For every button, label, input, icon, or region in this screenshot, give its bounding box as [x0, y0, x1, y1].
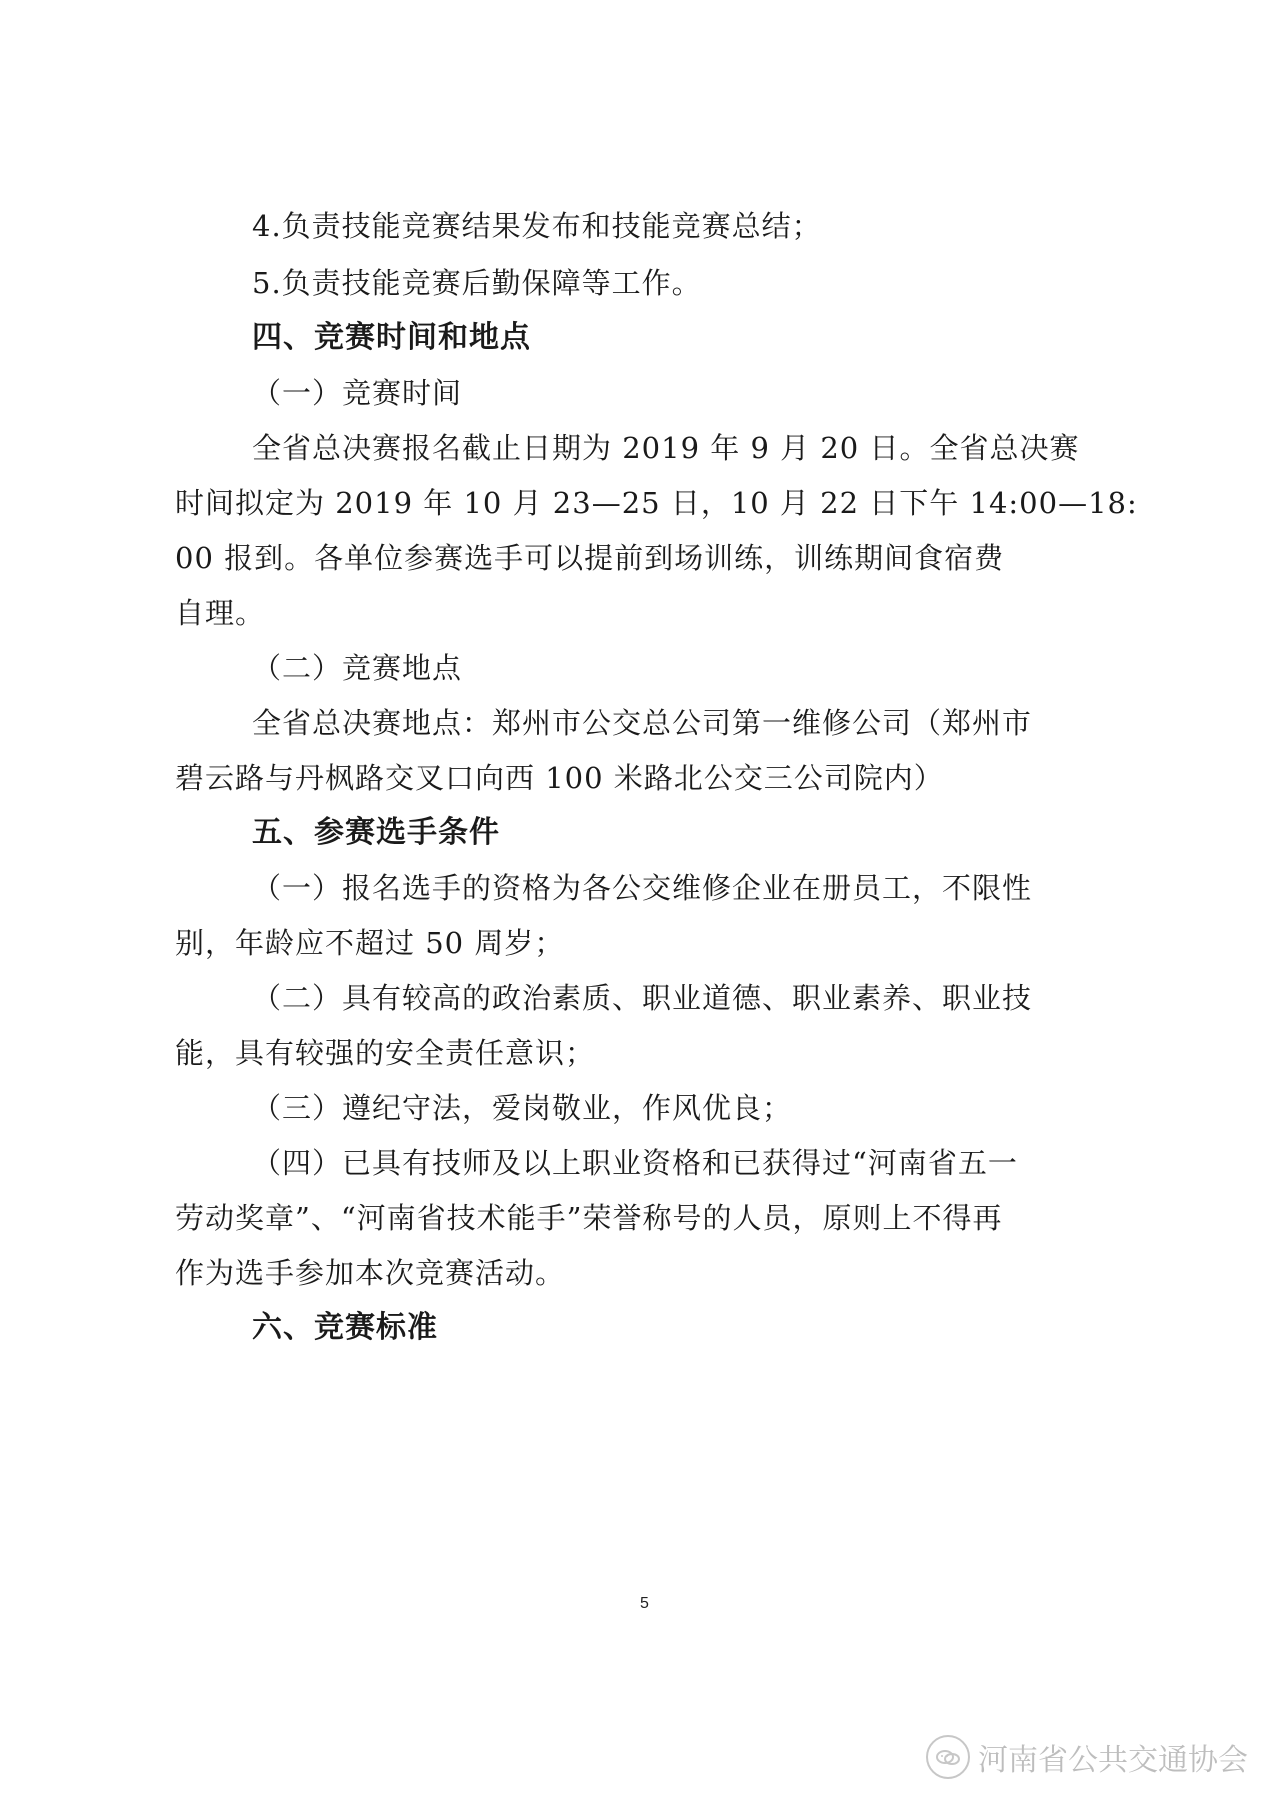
paragraph-line-1: 4.负责技能竞赛结果发布和技能竞赛总结；: [252, 209, 822, 243]
watermark-text: 河南省公共交通协会: [978, 1743, 1248, 1778]
subheading-time: （一）竞赛时间: [252, 376, 463, 410]
paragraph-line-14: （四）已具有技师及以上职业资格和已获得过“河南省五一: [252, 1146, 1018, 1180]
section-heading-five: 五、参赛选手条件: [252, 815, 500, 850]
paragraph-line-8: 碧云路与丹枫路交叉口向西 100 米路北公交三公司院内）: [175, 761, 944, 795]
paragraph-line-9: （一）报名选手的资格为各公交维修企业在册员工，不限性: [252, 871, 1033, 905]
paragraph-line-15: 劳动奖章”、“河南省技术能手”荣誉称号的人员，原则上不得再: [175, 1201, 1003, 1235]
page-number: 5: [640, 1595, 649, 1612]
source-watermark: [926, 1735, 1248, 1779]
paragraph-line-12: 能，具有较强的安全责任意识；: [175, 1036, 596, 1070]
wechat-icon: [926, 1735, 970, 1779]
paragraph-line-13: （三）遵纪守法，爱岗敬业，作风优良；: [252, 1091, 793, 1125]
paragraph-line-7: 全省总决赛地点：郑州市公交总公司第一维修公司（郑州市: [252, 706, 1033, 740]
paragraph-line-11: （二）具有较高的政治素质、职业道德、职业素养、职业技: [252, 981, 1033, 1015]
paragraph-line-2: 5.负责技能竞赛后勤保障等工作。: [252, 266, 702, 300]
paragraph-line-5: 00 报到。各单位参赛选手可以提前到场训练，训练期间食宿费: [175, 541, 1005, 575]
paragraph-line-3: 全省总决赛报名截止日期为 2019 年 9 月 20 日。全省总决赛: [252, 431, 1080, 465]
paragraph-line-6: 自理。: [175, 596, 266, 630]
section-heading-four: 四、竞赛时间和地点: [252, 320, 531, 355]
paragraph-line-16: 作为选手参加本次竞赛活动。: [175, 1256, 566, 1290]
paragraph-line-4: 时间拟定为 2019 年 10 月 23—25 日，10 月 22 日下午 14:00—18:: [175, 486, 1138, 520]
paragraph-line-10: 别，年龄应不超过 50 周岁；: [175, 926, 565, 960]
subheading-location: （二）竞赛地点: [252, 651, 463, 685]
section-heading-six: 六、竞赛标准: [252, 1310, 438, 1345]
